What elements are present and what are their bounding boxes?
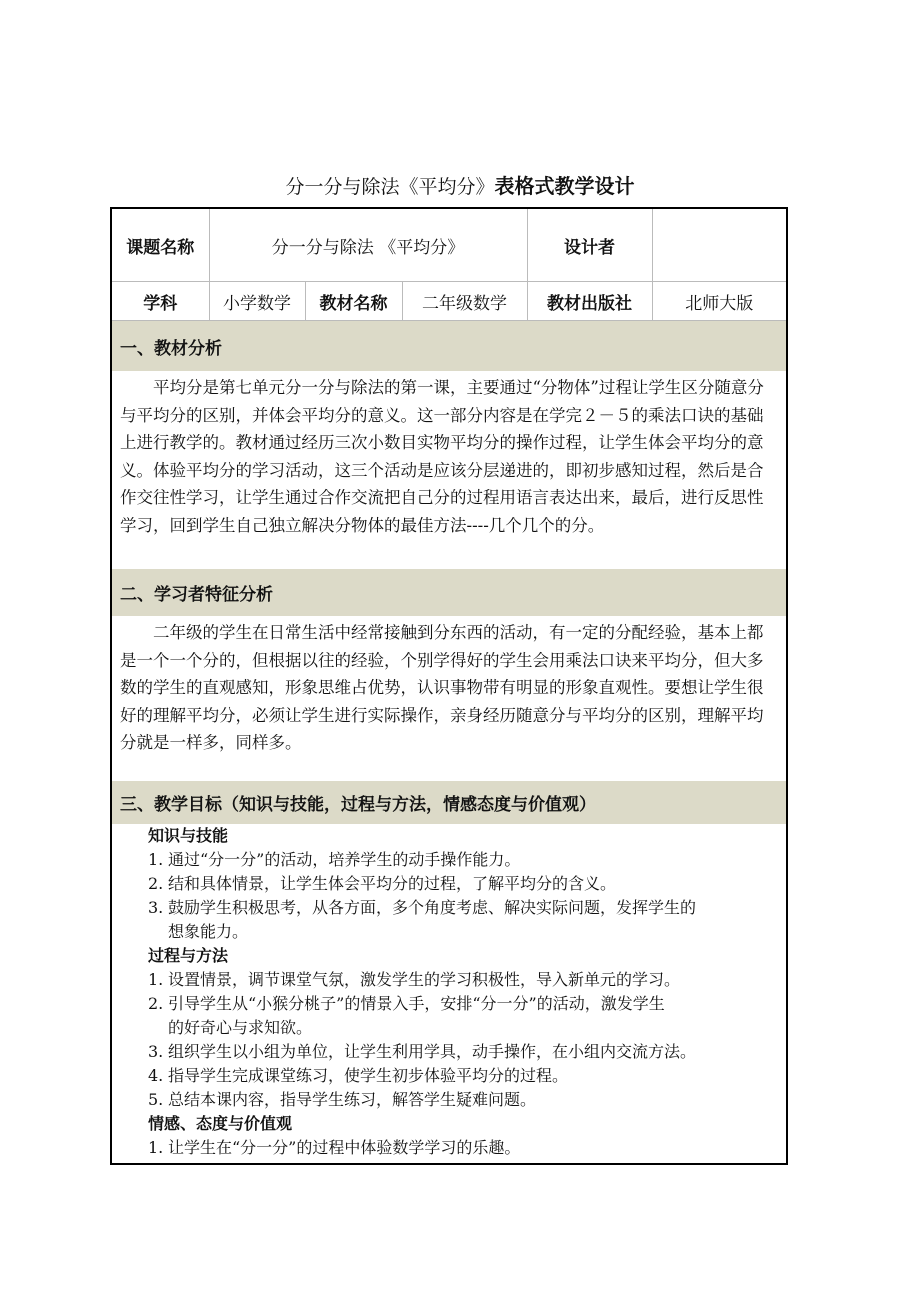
publisher-value: 北师大版 [652, 282, 786, 321]
emotion-heading: 情感、态度与价值观 [148, 1114, 293, 1133]
goal-item: 4. 指导学生完成课堂练习，使学生初步体验平均分的过程。 [148, 1066, 569, 1085]
subject-label: 学科 [112, 282, 209, 321]
topic-label: 课题名称 [112, 209, 209, 282]
goal-item: 1. 通过“分一分”的活动，培养学生的动手操作能力。 [148, 850, 521, 869]
textbook-value: 二年级数学 [402, 282, 527, 321]
info-row-subject [112, 282, 786, 321]
section-learner-analysis: 二、学习者特征分析 [112, 569, 786, 616]
section-textbook-analysis: 一、教材分析 [112, 321, 786, 371]
goal-item: 2. 引导学生从“小猴分桃子”的情景入手，安排“分一分”的活动，激发学生 [148, 994, 665, 1013]
info-row-topic [112, 209, 786, 282]
goal-item: 3. 鼓励学生积极思考，从各方面，多个角度考虑、解决实际问题，发挥学生的 [148, 898, 697, 917]
goal-item: 1. 设置情景，调节课堂气氛，激发学生的学习积极性，导入新单元的学习。 [148, 970, 681, 989]
goal-item: 5. 总结本课内容，指导学生练习，解答学生疑难问题。 [148, 1090, 537, 1109]
document-title [0, 170, 920, 199]
designer-label: 设计者 [527, 209, 652, 282]
learner-analysis-text: 二年级的学生在日常生活中经常接触到分东西的活动，有一定的分配经验，基本上都是一个一个分的，但根据以往的经验，个别学得好的学生会用乘法口诀来平均分，但大多数的学生的直观感知，形象思维占优势，认识事物带有明显的形象直观性。要想让学生很好的理解平均分，必须让学生进行实际操作，亲身经历随意分与平均分的区别，理解平均分就是一样多，同样多。 [120, 623, 764, 752]
knowledge-heading: 知识与技能 [148, 826, 229, 845]
topic-value: 分一分与除法 《平均分》 [209, 209, 527, 282]
textbook-analysis-text: 平均分是第七单元分一分与除法的第一课，主要通过“分物体”过程让学生区分随意分与平均分的区别，并体会平均分的意义。这一部分内容是在学完２－５的乘法口诀的基础上进行教学的。教材通过经历三次小数目实物平均分的操作过程，让学生体会平均分的意义。体验平均分的学习活动，这三个活动是应该分层递进的，即初步感知过程，然后是合作交往性学习，让学生通过合作交流把自己分的过程用语言表达出来，最后，进行反思性学习，回到学生自己独立解决分物体的最佳方法----几个几个的分。 [120, 378, 764, 535]
textbook-label: 教材名称 [305, 282, 402, 321]
goal-item-continued: 的好奇心与求知欲。 [168, 1018, 313, 1037]
goal-item: 1. 让学生在“分一分”的过程中体验数学学习的乐趣。 [148, 1138, 521, 1157]
teaching-goals [112, 824, 786, 1160]
process-heading: 过程与方法 [148, 946, 229, 965]
goal-item: 2. 结和具体情景，让学生体会平均分的过程，了解平均分的含义。 [148, 874, 617, 893]
title-plain: 分一分与除法《平均分》 [285, 176, 495, 198]
goal-item: 3. 组织学生以小组为单位，让学生利用学具，动手操作，在小组内交流方法。 [148, 1042, 697, 1061]
subject-value: 小学数学 [209, 282, 305, 321]
designer-value [652, 209, 786, 282]
info-table [112, 209, 786, 321]
design-table [110, 207, 788, 1165]
title-bold: 表格式教学设计 [494, 174, 635, 198]
goal-item-continued: 想象能力。 [168, 922, 249, 941]
section-teaching-goals: 三、教学目标（知识与技能，过程与方法，情感态度与价值观） [112, 781, 786, 824]
publisher-label: 教材出版社 [527, 282, 652, 321]
